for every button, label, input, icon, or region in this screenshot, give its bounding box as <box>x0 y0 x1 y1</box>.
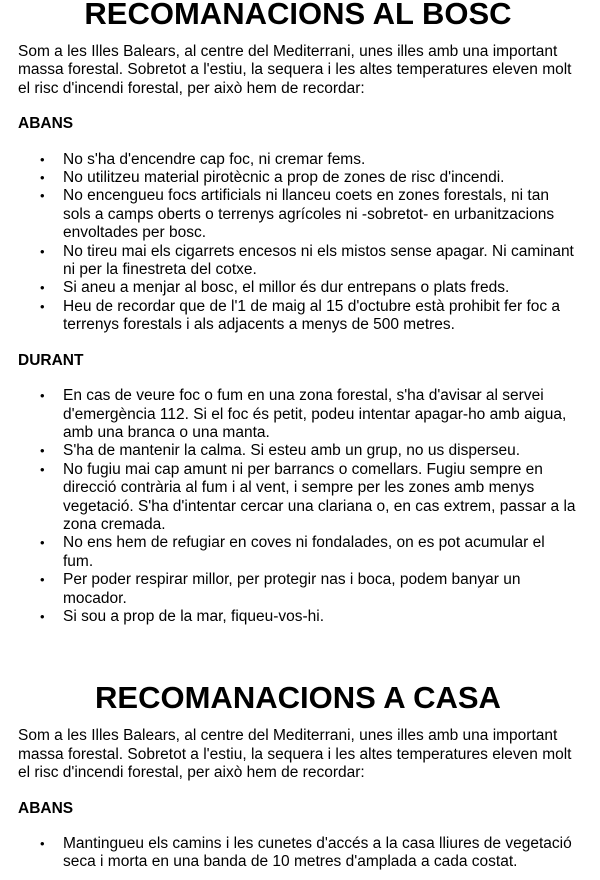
document-page <box>18 0 578 872</box>
bullet-icon: • <box>40 298 45 314</box>
list-item-text: S'ha de mantenir la calma. Si esteu amb un grup, no us disperseu. <box>63 442 521 460</box>
list-item <box>18 461 578 535</box>
list-item-text: No encengueu focs artificials ni llanceu coets en zones forestals, ni tan sols a camps oberts o terrenys agrícoles ni -sobretot- en urbanitzacions envoltades per bosc. <box>63 187 555 242</box>
list-item <box>18 534 578 571</box>
list-item-text: No fugiu mai cap amunt ni per barrancs o comellars. Fugiu sempre en direcció contrària al fum i al vent, i sempre per les zones amb menys vegetació. S'ha d'intentar cercar una clariana o, en cas extrem, passar a la zona cremada. <box>63 460 576 533</box>
list-item-text: Mantingueu els camins i les cunetes d'accés a la casa lliures de vegetació seca i morta en una banda de 10 metres d'amplada a cada costat. <box>63 835 572 871</box>
bullet-icon: • <box>40 188 45 204</box>
list-item <box>18 442 578 460</box>
list-durant-bosc <box>18 387 578 626</box>
list-item-text: Si sou a prop de la mar, fiqueu-vos-hi. <box>63 607 325 625</box>
list-item <box>18 608 578 626</box>
bullet-icon: • <box>40 608 45 624</box>
list-item <box>18 571 578 608</box>
list-item-text: Si aneu a menjar al bosc, el millor és dur entrepans o plats freds. <box>63 279 510 297</box>
list-item <box>18 151 578 169</box>
bullet-icon: • <box>40 170 45 186</box>
section-title-casa: RECOMANACIONS A CASA <box>95 680 501 716</box>
list-abans-bosc <box>18 151 578 335</box>
section-title-bosc: RECOMANACIONS AL BOSC <box>84 0 512 31</box>
list-item <box>18 243 578 280</box>
list-item-text: No ens hem de refugiar en coves ni fondalades, on es pot acumular el fum. <box>63 534 545 570</box>
list-item <box>18 187 578 242</box>
bullet-icon: • <box>40 280 45 296</box>
bullet-icon: • <box>40 388 45 404</box>
list-item <box>18 387 578 442</box>
bullet-icon: • <box>40 461 45 477</box>
heading-durant-bosc: DURANT <box>18 351 84 369</box>
heading-abans-casa: ABANS <box>18 799 74 817</box>
list-item-text: En cas de veure foc o fum en una zona forestal, s'ha d'avisar al servei d'emergència 112. Si el foc és petit, podeu intentar apagar-ho amb aigua, amb una branca o una manta. <box>63 387 567 441</box>
bullet-icon: • <box>40 243 45 259</box>
list-item-text: No tireu mai els cigarrets encesos ni els mistos sense apagar. Ni caminant ni per la finestreta del cotxe. <box>63 242 574 279</box>
list-item <box>18 298 578 335</box>
bullet-icon: • <box>40 151 45 167</box>
list-abans-casa <box>18 835 578 872</box>
list-item-text: Heu de recordar que de l'1 de maig al 15 d'octubre està prohibit fer foc a terrenys forestals i als adjacents a menys de 500 metres. <box>63 297 561 334</box>
list-item-text: No s'ha d'encendre cap foc, ni cremar fems. <box>63 150 366 168</box>
list-item-text: Per poder respirar millor, per protegir nas i boca, podem banyar un mocador. <box>63 571 521 607</box>
list-item <box>18 279 578 297</box>
intro-paragraph-casa: Som a les Illes Balears, al centre del Mediterrani, unes illes amb una important massa forestal. Sobretot a l'estiu, la sequera i les altes temperatures eleven molt el risc d'incendi forestal, per això hem de recordar: <box>18 727 572 782</box>
bullet-icon: • <box>40 535 45 551</box>
intro-paragraph-bosc: Som a les Illes Balears, al centre del Mediterrani, unes illes amb una important massa forestal. Sobretot a l'estiu, la sequera i les altes temperatures eleven molt el risc d'incendi forestal, per això hem de recordar: <box>18 43 572 97</box>
bullet-icon: • <box>40 572 45 588</box>
bullet-icon: • <box>40 836 45 851</box>
list-item <box>18 835 578 872</box>
list-item-text: No utilitzeu material pirotècnic a prop de zones de risc d'incendi. <box>63 169 505 187</box>
bullet-icon: • <box>40 443 45 459</box>
list-item <box>18 169 578 187</box>
heading-abans-bosc: ABANS <box>18 115 74 133</box>
